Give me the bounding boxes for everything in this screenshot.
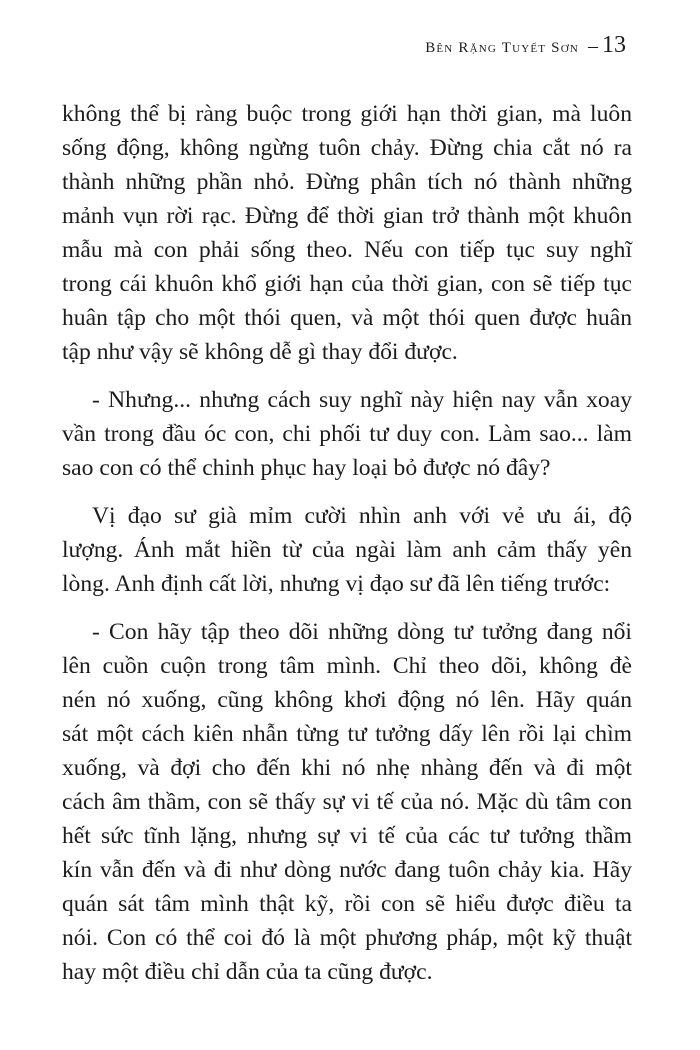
text-line: nói. Con có thể coi đó là một phương pháp, một kỹ thuật bbox=[62, 925, 632, 951]
text-line: vần trong đầu óc con, chi phối tư duy con. Làm sao... làm bbox=[62, 421, 632, 447]
text-line: sao con có thể chinh phục hay loại bỏ được nó đây? bbox=[62, 455, 551, 481]
body-text bbox=[62, 97, 632, 1003]
text-line: cách âm thầm, con sẽ thấy sự vi tế của nó. Mặc dù tâm con bbox=[62, 789, 632, 815]
text-line: Vị đạo sư già mỉm cười nhìn anh với vẻ ưu ái, độ bbox=[92, 503, 632, 529]
text-line: - Nhưng... nhưng cách suy nghĩ này hiện nay vẫn xoay bbox=[92, 387, 632, 413]
text-line: sát một cách kiên nhẫn từng tư tưởng dấy lên rồi lại chìm bbox=[62, 721, 632, 747]
text-line: tập như vậy sẽ không dễ gì thay đổi được. bbox=[62, 339, 458, 365]
text-line: lên cuồn cuộn trong tâm mình. Chỉ theo dõi, không đè bbox=[62, 653, 632, 679]
page-number: 13 bbox=[602, 32, 626, 58]
text-line: hay một điều chỉ dẫn của ta cũng được. bbox=[62, 959, 433, 985]
text-line: hết sức tĩnh lặng, nhưng sự vi tế của các tư tưởng thầm bbox=[62, 823, 632, 849]
text-line: sống động, không ngừng tuôn chảy. Đừng chia cắt nó ra bbox=[62, 135, 632, 161]
text-line: huân tập cho một thói quen, và một thói quen được huân bbox=[62, 305, 632, 331]
text-line: xuống, và đợi cho đến khi nó nhẹ nhàng đến và đi một bbox=[62, 755, 632, 781]
text-line: thành những phần nhỏ. Đừng phân tích nó thành những bbox=[62, 169, 632, 195]
paragraph-4 bbox=[62, 615, 632, 989]
text-line: trong cái khuôn khổ giới hạn của thời gian, con sẽ tiếp tục bbox=[62, 271, 632, 297]
paragraph-2 bbox=[62, 383, 632, 485]
text-line: mẫu mà con phải sống theo. Nếu con tiếp tục suy nghĩ bbox=[62, 237, 632, 263]
text-line: không thể bị ràng buộc trong giới hạn thời gian, mà luôn bbox=[62, 101, 632, 127]
text-line: nén nó xuống, cũng không khơi động nó lên. Hãy quán bbox=[62, 687, 632, 713]
text-line: quán sát tâm mình thật kỹ, rồi con sẽ hiểu được điều ta bbox=[62, 891, 632, 917]
text-line: lượng. Ánh mắt hiền từ của ngài làm anh cảm thấy yên bbox=[62, 537, 632, 563]
paragraph-3 bbox=[62, 499, 632, 601]
text-line: lòng. Anh định cất lời, nhưng vị đạo sư đã lên tiếng trước: bbox=[62, 571, 611, 597]
text-line: mảnh vụn rời rạc. Đừng để thời gian trở thành một khuôn bbox=[62, 203, 632, 229]
header-dash: – bbox=[588, 35, 598, 57]
paragraph-1 bbox=[62, 97, 632, 369]
running-header bbox=[425, 32, 626, 59]
text-line: - Con hãy tập theo dõi những dòng tư tưởng đang nổi bbox=[92, 619, 632, 645]
book-title: Bên Rặng Tuyết Sơn bbox=[425, 40, 579, 56]
text-line: kín vẫn đến và đi như dòng nước đang tuôn chảy kia. Hãy bbox=[62, 857, 632, 883]
